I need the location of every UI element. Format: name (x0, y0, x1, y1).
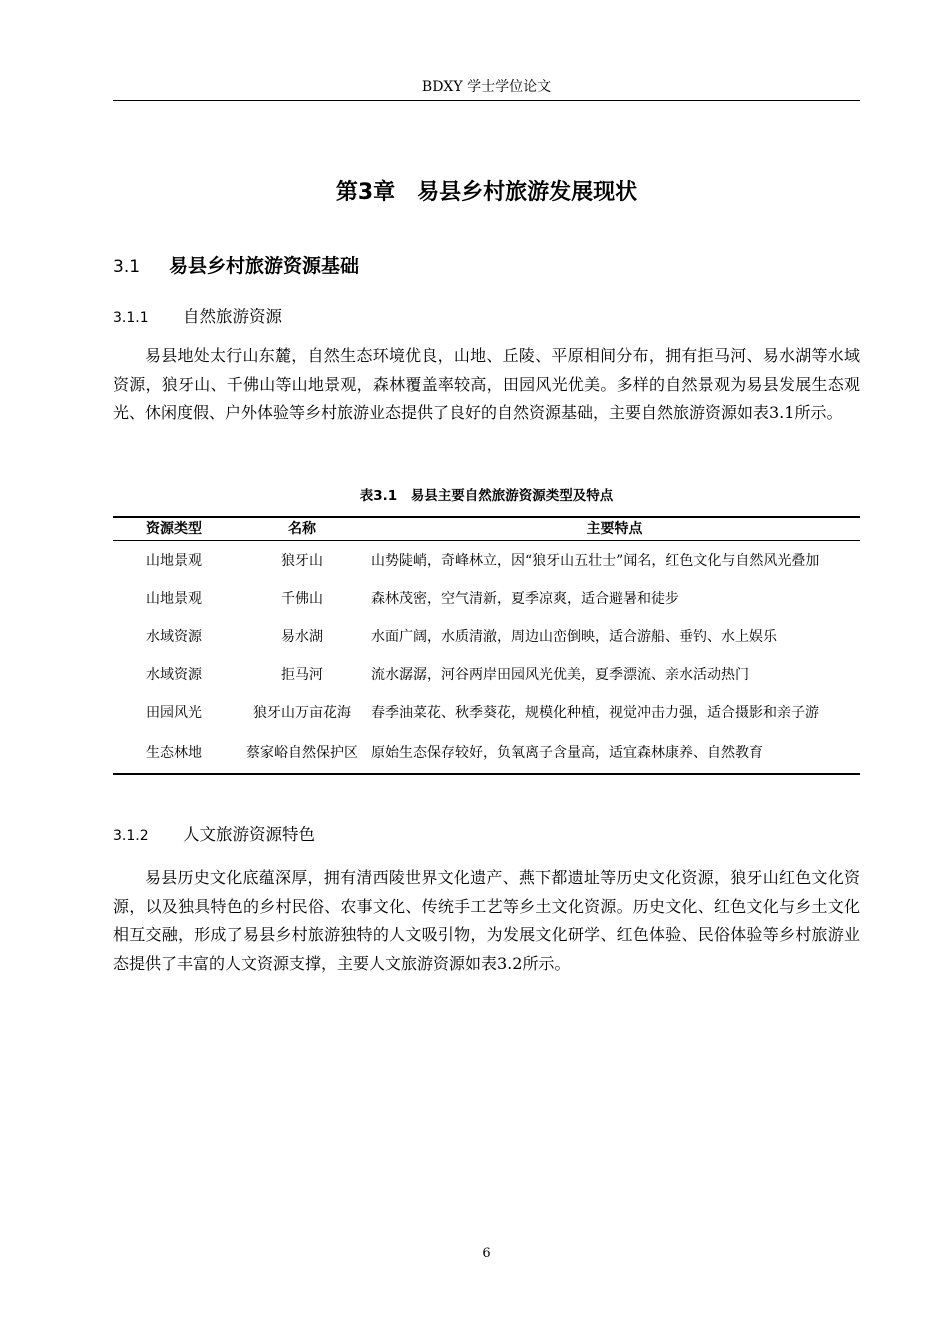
table-cell: 森林茂密，空气清新，夏季凉爽，适合避暑和徒步 (371, 591, 679, 607)
table-row (113, 617, 860, 657)
table-row (113, 581, 860, 617)
table-cell: 生态林地 (113, 733, 235, 774)
table-cell: 水域资源 (146, 667, 202, 683)
subsection-number: 3.1.1 (113, 310, 149, 326)
table-cell: 田园风光 (146, 705, 202, 721)
natural-resources-table (113, 516, 860, 775)
table-cell: 易水湖 (281, 629, 323, 645)
section-number: 3.1 (113, 257, 141, 277)
subsection-title: 自然旅游资源 (183, 307, 282, 326)
table-cell: 拒马河 (281, 667, 323, 683)
table-cell: 水域资源 (146, 629, 202, 645)
table-cell: 流水潺潺，河谷两岸田园风光优美，夏季漂流、亲水活动热门 (371, 667, 749, 683)
table-cell: 山地景观 (146, 553, 202, 569)
chapter-title: 第3章 易县乡村旅游发展现状 (335, 180, 638, 205)
table-cell: 蔡家峪自然保护区 (235, 733, 369, 774)
section-heading (113, 253, 359, 280)
header-rule (113, 100, 860, 101)
table-cell: 狼牙山 (281, 553, 323, 569)
column-header-type: 资源类型 (113, 517, 235, 541)
table-cell: 春季油菜花、秋季葵花，规模化种植，视觉冲击力强，适合摄影和亲子游 (371, 705, 819, 721)
table-row (113, 733, 860, 774)
table-row (113, 541, 860, 582)
body-paragraph-natural: 易县地处太行山东麓，自然生态环境优良，山地、丘陵、平原相间分布，拥有拒马河、易水湖等水域资源，狼牙山、千佛山等山地景观，森林覆盖率较高，田园风光优美。多样的自然景观为易县发展生态观光、休闲度假、户外体验等乡村旅游业态提供了良好的自然资源基础，主要自然旅游资源如表3.1所示。 (113, 346, 860, 423)
subsection-title: 人文旅游资源特色 (183, 825, 315, 844)
table-row (113, 657, 860, 693)
running-header: BDXY 学士学位论文 (421, 79, 552, 95)
table-cell: 原始生态保存较好，负氧离子含量高，适宜森林康养、自然教育 (369, 733, 860, 774)
table-caption: 表3.1 易县主要自然旅游资源类型及特点 (359, 488, 614, 504)
subsection-heading-natural (113, 306, 282, 329)
table-cell: 山地景观 (146, 591, 202, 607)
subsection-number: 3.1.2 (113, 828, 149, 844)
body-paragraph-cultural: 易县历史文化底蕴深厚，拥有清西陵世界文化遗产、燕下都遗址等历史文化资源，狼牙山红色文化资源，以及独具特色的乡村民俗、农事文化、传统手工艺等乡土文化资源。历史文化、红色文化与乡土文化相互交融，形成了易县乡村旅游独特的人文吸引物，为发展文化研学、红色体验、民俗体验等乡村旅游业态提供了丰富的人文资源支撑，主要人文旅游资源如表3.2所示。 (113, 868, 860, 973)
table-cell: 山势陡峭，奇峰林立，因“狼牙山五壮士”闻名，红色文化与自然风光叠加 (371, 553, 820, 569)
section-title: 易县乡村旅游资源基础 (169, 255, 360, 277)
table-cell: 狼牙山万亩花海 (253, 705, 351, 721)
table-header-row (113, 517, 860, 541)
table-row (113, 693, 860, 733)
column-header-features: 主要特点 (369, 517, 860, 541)
table-cell: 千佛山 (281, 591, 323, 607)
table-cell: 水面广阔，水质清澈，周边山峦倒映，适合游船、垂钓、水上娱乐 (371, 629, 777, 645)
page-number: 6 (482, 1246, 491, 1261)
column-header-name: 名称 (235, 517, 369, 541)
subsection-heading-cultural (113, 824, 315, 847)
